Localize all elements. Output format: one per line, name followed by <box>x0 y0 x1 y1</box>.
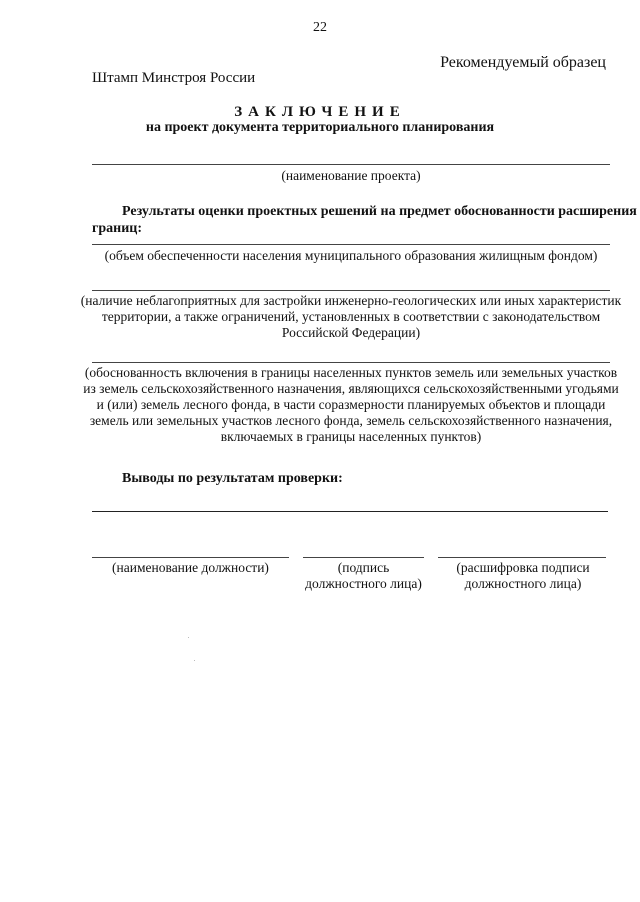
transcript-caption-line1: (расшифровка подписи <box>456 560 590 575</box>
signature-caption <box>293 560 434 592</box>
document-subtitle: на проект документа территориального планирования <box>145 120 495 135</box>
scan-speck <box>194 660 195 661</box>
lands-caption-line2: из земель сельскохозяйственного назначения, являющихся сельскохозяйственными угодьями <box>83 381 619 396</box>
transcript-caption-line2: должностного лица) <box>464 576 582 591</box>
conclusions-line <box>92 511 608 512</box>
lands-caption-line1: (обоснованность включения в границы населенных пунктов земель или земельных участков <box>84 365 618 380</box>
constraints-line <box>92 290 610 291</box>
assessment-heading-line1: Результаты оценки проектных решений на предмет обоснованности расширения <box>122 204 637 219</box>
transcript-caption <box>432 560 614 592</box>
stamp-label: Штамп Минстроя России <box>92 70 256 86</box>
lands-caption-line5: включаемых в границы населенных пунктов) <box>220 429 482 444</box>
project-name-line <box>92 164 610 165</box>
lands-caption-line3: и (или) земель лесного фонда, в части соразмерности планируемых объектов и площади <box>96 397 606 412</box>
constraints-caption-line1: (наличие неблагоприятных для застройки инженерно-геологических или иных характеристик <box>80 293 622 308</box>
housing-line <box>92 244 610 245</box>
lands-caption-line4: земель или земельных участков лесного фонда, земель сельскохозяйственного назначения, <box>89 413 613 428</box>
assessment-heading <box>92 203 637 237</box>
position-caption: (наименование должности) <box>112 560 269 575</box>
scan-speck <box>188 637 189 638</box>
transcript-line <box>438 557 606 558</box>
position-line <box>92 557 289 558</box>
project-name-caption: (наименование проекта) <box>281 168 421 183</box>
constraints-caption <box>80 293 622 341</box>
signature-caption-line2: должностного лица) <box>305 576 422 591</box>
document-title: ЗАКЛЮЧЕНИЕ <box>234 104 406 120</box>
housing-caption: (объем обеспеченности населения муниципального образования жилищным фондом) <box>104 248 598 263</box>
page-number: 22 <box>313 20 327 35</box>
constraints-caption-line2: территории, а также ограничений, установленных в соответствии с законодательством <box>101 309 601 324</box>
lands-line <box>92 362 610 363</box>
signature-caption-line1: (подпись <box>337 560 390 575</box>
sample-label: Рекомендуемый образец <box>440 54 606 71</box>
signature-line <box>303 557 424 558</box>
lands-caption <box>80 365 622 445</box>
assessment-heading-line2: границ: <box>92 221 143 236</box>
conclusions-heading: Выводы по результатам проверки: <box>122 471 343 486</box>
constraints-caption-line3: Российской Федерации) <box>281 325 421 340</box>
